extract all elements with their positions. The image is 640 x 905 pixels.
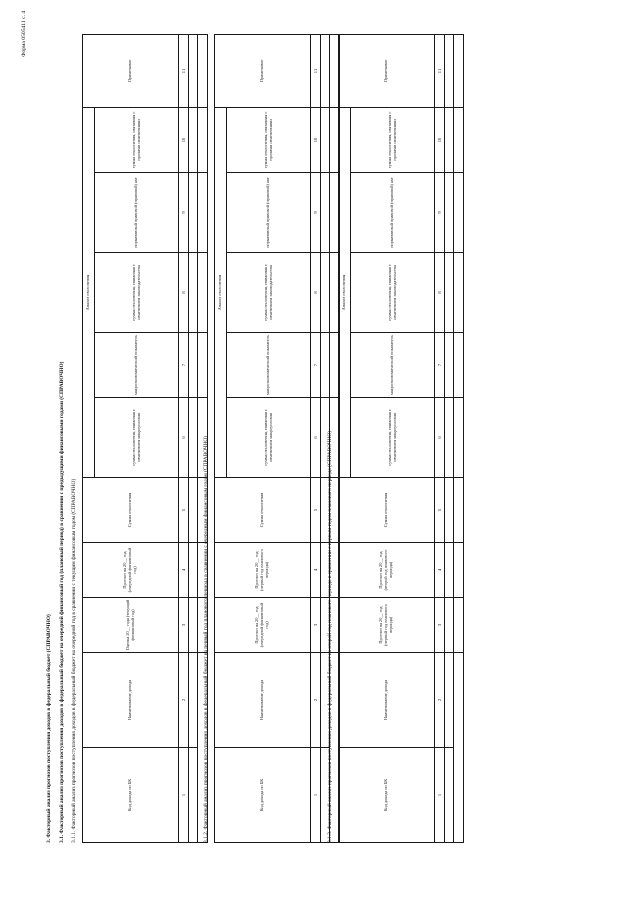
header-deviation-sum: Сумма отклонения <box>83 478 179 543</box>
col-number: 6 <box>311 398 321 478</box>
col-number: 4 <box>179 543 189 598</box>
table-311-caption: 3.1.1. Факторный анализ прогнозов поступления доходов в федеральный бюджет на очередной год в сравнении с текущим финансовым годом (СПРАВОЧНО) <box>71 478 77 843</box>
col-number: 10 <box>311 107 321 172</box>
header-macro-deviation: сумма отклонения, связанная с изменением макроусловия <box>227 398 311 478</box>
col-number: 1 <box>179 748 189 843</box>
header-macro-deviation: сумма отклонения, связанная с изменением макроусловия <box>95 398 179 478</box>
header-macro-indicator: макроэкономический показатель <box>227 333 311 398</box>
col-number: 5 <box>311 478 321 543</box>
section-3-1-heading: 3.1. Факторный анализ прогнозов поступления доходов в федеральный бюджет на очередной финансовый год (плановый период) в сравнении с предыдущими финансовыми годами (СПРАВОЧНО) <box>59 361 65 843</box>
header-deviation-analysis: Анализ отклонения <box>215 107 227 477</box>
col-number: 6 <box>179 398 189 478</box>
header-other-deviation: сумма отклонения, связанная с прочими изменениями <box>351 107 435 172</box>
col-number: 10 <box>435 107 445 172</box>
header-note: Примечание <box>215 34 311 107</box>
header-forecast-first-plan-year: Прогноз на 20__ год (первый год планового периода) <box>339 598 435 653</box>
header-forecast-next-year: Прогноз на 20__ год (очередной финансовый год) <box>83 543 179 598</box>
table-row <box>445 34 454 842</box>
col-number: 11 <box>311 34 321 107</box>
table-313-caption: 3.1.3. Факторный анализ прогнозов поступления доходов в федеральный бюджет на второй год планового периода в сравнении с первым годом планового периода (СПРАВОЧНО) <box>327 430 333 843</box>
total-row <box>454 34 464 842</box>
table-313 <box>338 34 464 843</box>
header-legal-act: нормативный правовой (правовой) акт <box>95 173 179 253</box>
header-forecast-next-year: Прогноз на 20__ год (очередной финансовый год) <box>215 598 311 653</box>
col-number: 8 <box>435 253 445 333</box>
col-number: 8 <box>179 253 189 333</box>
col-number: 7 <box>435 333 445 398</box>
col-number: 2 <box>311 653 321 748</box>
header-forecast-second-plan-year: Прогноз на 20__ год (второй год планового периода) <box>339 543 435 598</box>
header-note: Примечание <box>339 34 435 107</box>
col-number: 2 <box>435 653 445 748</box>
form-code: Форма 0505411 с. 4 <box>21 10 27 57</box>
col-number: 9 <box>311 173 321 253</box>
col-number: 3 <box>435 598 445 653</box>
header-other-deviation: сумма отклонения, связанная с прочими изменениями <box>227 107 311 172</box>
header-income-name: Наименование дохода <box>215 653 311 748</box>
header-deviation-sum: Сумма отклонения <box>215 478 311 543</box>
col-number: 5 <box>435 478 445 543</box>
col-number: 3 <box>179 598 189 653</box>
header-income-name: Наименование дохода <box>83 653 179 748</box>
table-311 <box>82 34 208 843</box>
col-number: 1 <box>311 748 321 843</box>
table-312-caption: 3.1.2. Факторный анализ прогнозов поступления доходов в федеральный бюджет на первый год планового периода в сравнении с очередным финансовым годом (СПРАВОЧНО) <box>203 435 209 843</box>
header-forecast-first-plan-year: Прогноз на 20__ год (первый год планового периода) <box>215 543 311 598</box>
header-macro-indicator: макроэкономический показатель <box>95 333 179 398</box>
col-number: 5 <box>179 478 189 543</box>
header-macro-indicator: макроэкономический показатель <box>351 333 435 398</box>
header-income-code: Код дохода по БК <box>83 748 179 843</box>
col-number: 9 <box>179 173 189 253</box>
header-income-code: Код дохода по БК <box>339 748 435 843</box>
col-number: 4 <box>435 543 445 598</box>
col-number: 11 <box>435 34 445 107</box>
col-number: 7 <box>311 333 321 398</box>
header-deviation-analysis: Анализ отклонения <box>83 107 95 477</box>
header-income-name: Наименование дохода <box>339 653 435 748</box>
col-number: 1 <box>435 748 445 843</box>
header-legal-act: нормативный правовой (правовой) акт <box>351 173 435 253</box>
table-row <box>189 34 198 842</box>
header-law-deviation: сумма отклонения, связанная с изменением законодательства <box>351 253 435 333</box>
header-law-deviation: сумма отклонения, связанная с изменением законодательства <box>227 253 311 333</box>
header-deviation-analysis: Анализ отклонения <box>339 107 351 477</box>
col-number: 11 <box>179 34 189 107</box>
col-number: 4 <box>311 543 321 598</box>
header-macro-deviation: сумма отклонения, связанная с изменением макроусловия <box>351 398 435 478</box>
col-number: 3 <box>311 598 321 653</box>
header-law-deviation: сумма отклонения, связанная с изменением законодательства <box>95 253 179 333</box>
table-312 <box>214 34 340 843</box>
header-estimate-current-year: Оценка 20__ года (текущий финансовый год) <box>83 598 179 653</box>
section-3-heading: 3. Факторный анализ прогнозов поступления доходов в федеральный бюджет (СПРАВОЧНО) <box>46 614 52 843</box>
col-number: 9 <box>435 173 445 253</box>
header-note: Примечание <box>83 34 179 107</box>
col-number: 6 <box>435 398 445 478</box>
col-number: 7 <box>179 333 189 398</box>
header-legal-act: нормативный правовой (правовой) акт <box>227 173 311 253</box>
col-number: 2 <box>179 653 189 748</box>
col-number: 8 <box>311 253 321 333</box>
header-deviation-sum: Сумма отклонения <box>339 478 435 543</box>
header-income-code: Код дохода по БК <box>215 748 311 843</box>
col-number: 10 <box>179 107 189 172</box>
header-other-deviation: сумма отклонения, связанная с прочими изменениями <box>95 107 179 172</box>
